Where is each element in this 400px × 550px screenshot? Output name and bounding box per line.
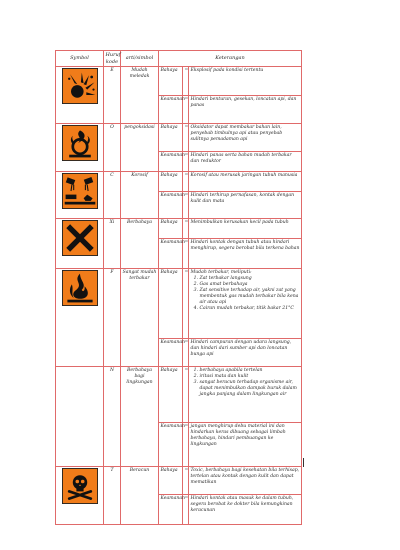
safety-text: Hindari campuran dengan udara langsung, dan hindari dari sumber api dan loncatan bunga api bbox=[189, 339, 302, 367]
symbol-cell bbox=[56, 467, 104, 525]
symbol-cell bbox=[56, 67, 104, 124]
equals-sign: = bbox=[183, 467, 189, 495]
meaning-cell: Mudah meledak bbox=[121, 67, 159, 124]
meaning-cell: pengoksidasi bbox=[121, 124, 159, 172]
meaning-cell: Korosif bbox=[121, 172, 159, 219]
symbol-cell bbox=[56, 124, 104, 172]
table-header-row bbox=[56, 51, 302, 67]
danger-points-list bbox=[191, 276, 300, 312]
danger-label: Bahaya bbox=[159, 467, 183, 495]
equals-sign: = bbox=[183, 495, 189, 525]
equals-sign: = bbox=[183, 67, 189, 96]
meaning-cell: Berbahaya bbox=[121, 219, 159, 269]
equals-sign: = bbox=[183, 124, 189, 152]
code-cell: T bbox=[104, 467, 121, 525]
safety-label: Keamanan bbox=[159, 239, 183, 269]
equals-sign: = bbox=[183, 423, 189, 467]
danger-label: Bahaya bbox=[159, 219, 183, 239]
danger-points-list bbox=[191, 368, 300, 398]
header-code: Huruf kode bbox=[105, 52, 121, 65]
meaning-cell: Sangat mudah terbakar bbox=[121, 269, 159, 367]
oxidizing-icon bbox=[62, 125, 98, 161]
safety-text: Hindari kontak atau masuk ke dalam tubuh, segera berobat ke dokter bila kemungkinan keracunan bbox=[189, 495, 302, 525]
toxic-skull-icon bbox=[62, 468, 98, 504]
safety-label: Keamanan bbox=[159, 152, 183, 172]
danger-text: Toxic, berbahaya bagi kesehatan bila terhisap, tertelan atau kontak dengan kulit dan dapat mematikan bbox=[189, 467, 302, 495]
equals-sign: = bbox=[183, 339, 189, 367]
list-item: 1. berbahaya apabila tertelan bbox=[200, 368, 300, 374]
equals-sign: = bbox=[183, 239, 189, 269]
symbol-cell bbox=[56, 269, 104, 367]
meaning-cell: Berbahaya bagi lingkungan bbox=[121, 367, 159, 467]
danger-text: Korosif atau merusak jaringan tubuh manusia bbox=[189, 172, 302, 192]
table-row bbox=[56, 67, 302, 96]
symbol-cell bbox=[56, 367, 104, 467]
danger-intro: Mudah terbakar, meliputi: bbox=[190, 270, 252, 275]
symbol-cell bbox=[56, 219, 104, 269]
safety-text: Hindari kontak dengan tubuh atau hindari menghirup, segera berobat bila terkena bahan bbox=[189, 239, 302, 269]
table-row bbox=[56, 467, 302, 495]
flammable-icon bbox=[62, 270, 98, 306]
harmful-cross-icon bbox=[62, 220, 98, 256]
code-cell: O bbox=[104, 124, 121, 172]
code-cell: F bbox=[104, 269, 121, 367]
corrosive-icon bbox=[62, 173, 98, 209]
safety-label: Keamanan bbox=[159, 339, 183, 367]
header-meaning: arti/simbol bbox=[121, 51, 159, 67]
danger-text: Menimbulkan kerusakan kecil pada tubuh bbox=[189, 219, 302, 239]
danger-text bbox=[189, 367, 302, 423]
list-item: 2. Gas amat berbahaya bbox=[200, 282, 300, 288]
danger-label: Bahaya bbox=[159, 367, 183, 423]
list-item: 3. Zat sensitive terhadap air, yakni zat yang membentuk gas mudah terbakar bila kena air atau api bbox=[200, 288, 300, 306]
list-item: 1. Zat terbakar langsung bbox=[200, 276, 300, 282]
code-cell: E bbox=[104, 67, 121, 124]
table-row bbox=[56, 269, 302, 339]
safety-label: Keamanan bbox=[159, 192, 183, 219]
explosive-icon bbox=[62, 68, 98, 104]
equals-sign: = bbox=[183, 96, 189, 124]
danger-label: Bahaya bbox=[159, 172, 183, 192]
danger-label: Bahaya bbox=[159, 124, 183, 152]
safety-text: Hindari terhirup pernafasan, kontak dengan kulit dan mata bbox=[189, 192, 302, 219]
safety-text: Hindari panas serta bahan mudah terbakar dan reduktor bbox=[189, 152, 302, 172]
meaning-cell: Beracun bbox=[121, 467, 159, 525]
danger-label: Bahaya bbox=[159, 67, 183, 96]
list-item: 2. iritasi mata dan kulit bbox=[200, 374, 300, 380]
equals-sign: = bbox=[183, 152, 189, 172]
equals-sign: = bbox=[183, 172, 189, 192]
equals-sign: = bbox=[183, 269, 189, 339]
equals-sign: = bbox=[183, 219, 189, 239]
table-row bbox=[56, 124, 302, 152]
danger-text: Oksidator dapat membakar bahan lain, penyebab timbulnya api atau penyebab sulitnya pemadaman api bbox=[189, 124, 302, 152]
hazard-symbol-table bbox=[55, 50, 302, 525]
code-cell: Xi bbox=[104, 219, 121, 269]
safety-label: Keamanan bbox=[159, 495, 183, 525]
code-cell: C bbox=[104, 172, 121, 219]
safety-text: Hindari benturan, gesekan, loncatan api, dan panas bbox=[189, 96, 302, 124]
symbol-cell bbox=[56, 172, 104, 219]
header-description: Keterangan bbox=[159, 51, 302, 67]
list-item: 4. Cairan mudah terbakar, titik bakar 21°C bbox=[200, 306, 300, 312]
header-symbol: Symbol bbox=[56, 51, 104, 67]
code-cell: N bbox=[104, 367, 121, 467]
table-row bbox=[56, 172, 302, 192]
list-item: 3. sangat beracun terhadap organisme air, dapat menimbulkan dampak buruk dalam jangka panjang dalam lingkungan air bbox=[200, 380, 300, 398]
table-row bbox=[56, 219, 302, 239]
text-cursor-mark bbox=[303, 458, 304, 467]
equals-sign: = bbox=[183, 192, 189, 219]
safety-text: jangan menghirup debu material ini dan hindarkan keras dibuang sebagai limbah berbahaya, hindari pembuangan ke lingkungan bbox=[189, 423, 302, 467]
safety-label: Keamanan bbox=[159, 96, 183, 124]
danger-text bbox=[189, 269, 302, 339]
equals-sign: = bbox=[183, 367, 189, 423]
danger-label: Bahaya bbox=[159, 269, 183, 339]
danger-text: Eksplosif pada kondisi tertentu bbox=[189, 67, 302, 96]
table-row bbox=[56, 367, 302, 423]
safety-label: Keamanan bbox=[159, 423, 183, 467]
